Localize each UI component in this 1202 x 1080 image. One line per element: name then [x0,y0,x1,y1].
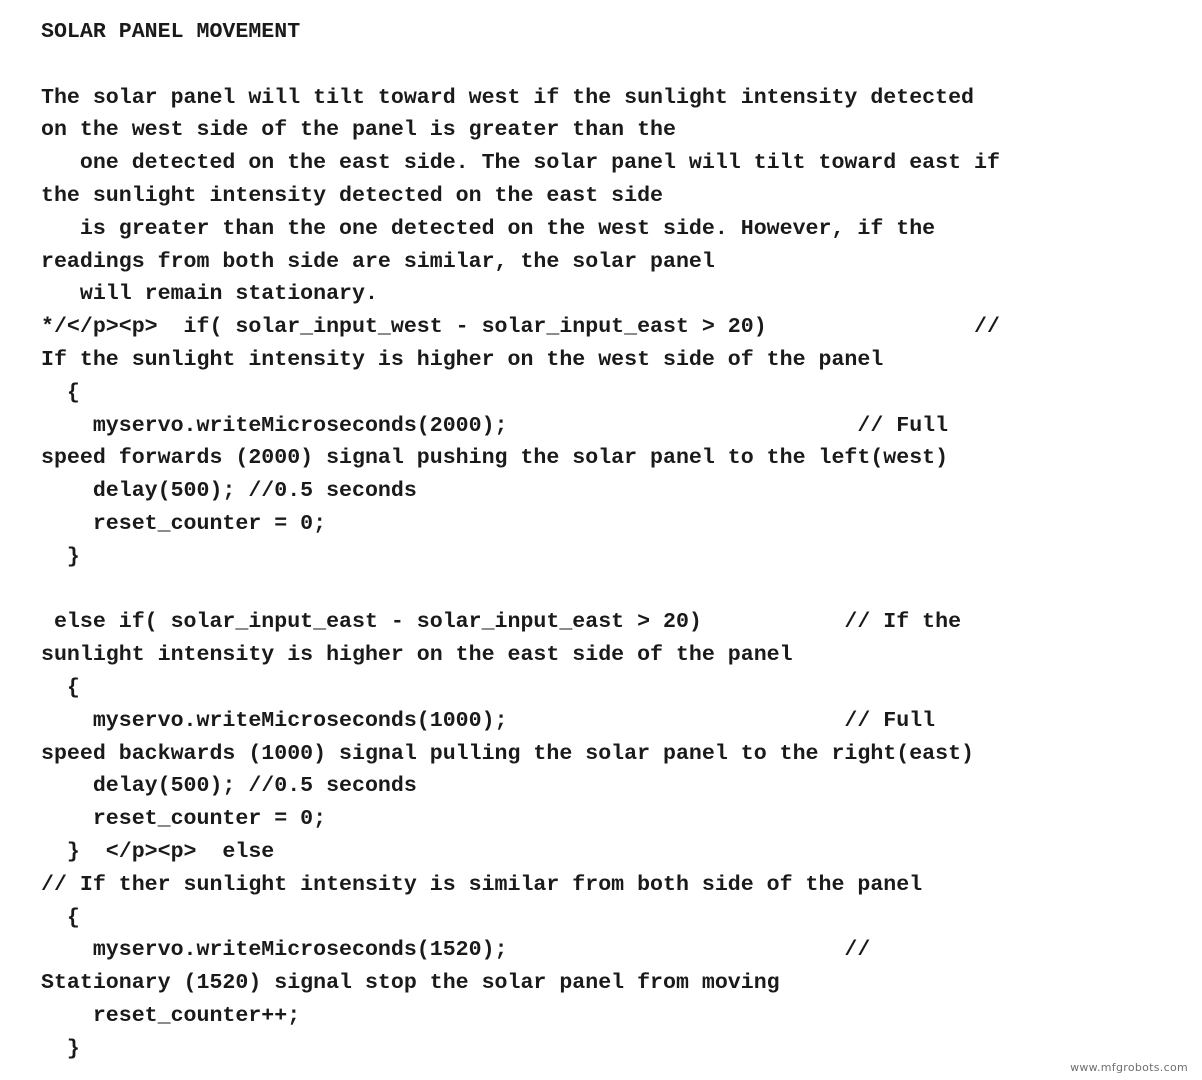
code-line: } </p><p> else [41,839,275,864]
code-comment-line: // If ther sunlight intensity is similar from both side of the panel [41,872,923,897]
description-line: The solar panel will tilt toward west if the sunlight intensity detected [41,85,975,110]
code-line: } [41,1036,80,1061]
code-comment-line: sunlight intensity is higher on the east side of the panel [41,643,793,668]
description-line: is greater than the one detected on the west side. However, if the [41,216,936,241]
code-comment-line: speed forwards (2000) signal pushing the solar panel to the left(west) [41,446,949,471]
code-line: myservo.writeMicroseconds(1520); // [41,938,871,963]
blank-line [41,574,1191,607]
code-line: delay(500); //0.5 seconds [41,479,417,504]
code-line: delay(500); //0.5 seconds [41,774,417,799]
code-line: reset_counter++; [41,1003,301,1028]
code-line: { [41,905,80,930]
blank-line [41,49,1191,82]
code-line: else if( solar_input_east - solar_input_east > 20) // If the [41,610,962,635]
description-line: the sunlight intensity detected on the east side [41,183,664,208]
code-line: myservo.writeMicroseconds(2000); // Full [41,413,949,438]
document-title: SOLAR PANEL MOVEMENT [41,20,301,44]
description-line: one detected on the east side. The solar panel will tilt toward east if [41,151,1000,176]
code-line: { [41,675,80,700]
description-line: will remain stationary. [41,282,378,307]
code-comment-line: Stationary (1520) signal stop the solar panel from moving [41,971,780,996]
code-comment-line: speed backwards (1000) signal pulling the solar panel to the right(east) [41,741,975,766]
code-line: */</p><p> if( solar_input_west - solar_input_east > 20) // [41,315,1000,340]
code-line: reset_counter = 0; [41,807,327,832]
description-line: readings from both side are similar, the solar panel [41,249,715,274]
code-line: reset_counter = 0; [41,511,327,536]
code-line: myservo.writeMicroseconds(1000); // Full [41,708,936,733]
code-comment-line: If the sunlight intensity is higher on the west side of the panel [41,347,884,372]
description-line: on the west side of the panel is greater than the [41,118,676,143]
code-document [41,16,1191,1066]
watermark: www.mfgrobots.com [1070,1061,1188,1074]
code-line: { [41,380,80,405]
code-line: } [41,544,80,569]
